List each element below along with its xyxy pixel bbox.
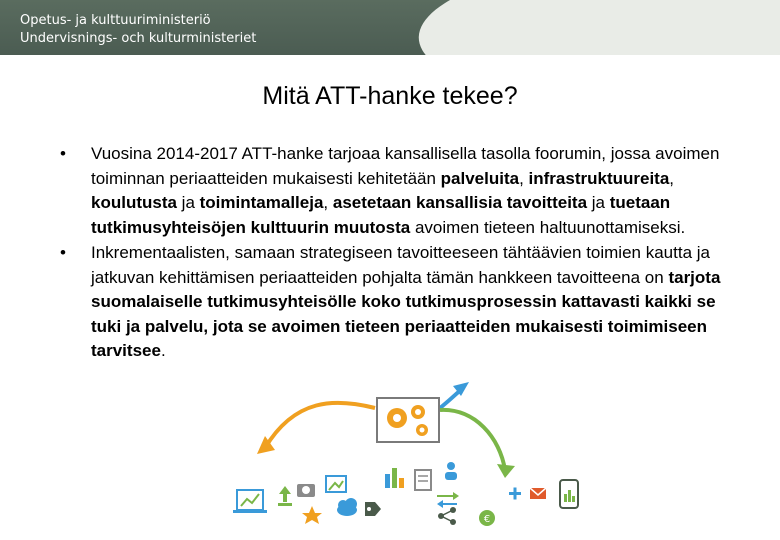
text-segment: Vuosina 2014-2017 ATT-hanke tarjoaa kansallisella tasolla foorumin, jossa avoimen toiminnan periaatteiden mukaisesti kehitetään — [91, 144, 720, 188]
doc-icon — [415, 470, 431, 490]
chart-icon — [385, 468, 404, 488]
ministry-header — [0, 0, 780, 55]
tag-icon — [365, 502, 381, 516]
ministry-name-finnish: Opetus- ja kulttuuriministeriö — [20, 13, 211, 28]
people-icon — [445, 462, 457, 480]
header-decoration — [397, 0, 780, 55]
bold-text-segment: asetetaan kansallisia tavoitteita — [332, 193, 588, 212]
text-segment: , — [519, 168, 529, 188]
slide-title: Mitä ATT-hanke tekee? — [262, 82, 518, 110]
image-icon — [326, 476, 346, 492]
text-segment: avoimen tieteen haltuunottamiseksi. — [410, 217, 686, 237]
text-segment: ja — [176, 193, 200, 212]
text-segment: , — [669, 168, 675, 188]
cloud-icon — [337, 498, 357, 516]
bullet-item-2 — [60, 241, 740, 364]
star-icon — [302, 506, 322, 524]
orange-arrow — [265, 403, 375, 448]
bold-text-segment: tuetaan tutkimusyhteisöjen kulttuurin muutosta — [91, 193, 671, 237]
mail-icon — [530, 488, 546, 499]
bullet-marker: • — [60, 243, 66, 262]
text-segment: , — [323, 193, 333, 212]
bold-text-segment: toimintamalleja — [199, 193, 324, 212]
bullet-marker: • — [60, 144, 66, 163]
ministry-name-swedish: Undervisnings- och kulturministeriet — [20, 31, 257, 46]
arrows-icon — [437, 492, 459, 508]
research-services-illustration — [225, 378, 605, 538]
svg-text:€: € — [483, 514, 491, 525]
bold-text-segment: tarjota suomalaiselle tutkimusyhteisölle koko tutkimusprosessin kattavasti kaikki se tuki ja palvelu, jota se avoimen tieteen periaatteiden mukaisesti toimimiseen tarvitsee — [91, 267, 721, 360]
green-arrow — [440, 410, 505, 470]
gears-box — [377, 398, 439, 442]
text-segment: ja — [587, 193, 610, 212]
bullet-item-1 — [60, 142, 740, 240]
green-arrowhead — [497, 464, 515, 478]
ministry-logo-text — [20, 12, 256, 48]
plus-icon — [509, 488, 521, 500]
text-segment: . — [160, 341, 166, 360]
bold-text-segment: infrastruktuureita — [528, 168, 670, 188]
euro-icon — [479, 510, 495, 526]
mobile-chart-icon — [560, 480, 578, 508]
camera-icon — [297, 484, 315, 497]
share-icon — [438, 507, 456, 525]
text-segment: Inkrementaalisten, samaan strategiseen tavoitteeseen tähtäävien toimien kautta ja jatkuvan kehittämisen periaatteiden pohjalta tämän hankkeen tavoitteena on — [91, 243, 710, 287]
bold-text-segment: palveluita — [440, 168, 520, 188]
laptop-chart-icon — [233, 490, 267, 513]
bold-text-segment: koulutusta — [91, 193, 177, 212]
bullet-list — [60, 142, 740, 365]
upload-icon — [278, 486, 292, 506]
bullet-text — [91, 144, 719, 237]
bullet-text — [91, 243, 720, 360]
